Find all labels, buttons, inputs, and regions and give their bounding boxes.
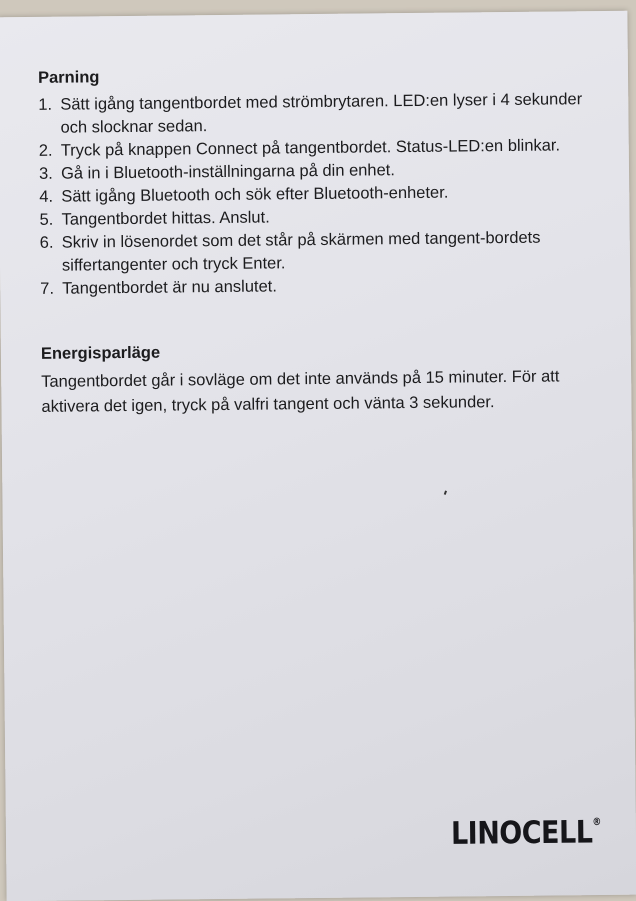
step-item: 1. Sätt igång tangentbordet med strömbrytaren. LED:en lyser i 4 sekunder och slocknar sedan. xyxy=(38,90,583,137)
energy-section xyxy=(41,339,602,420)
ink-speck xyxy=(444,490,447,494)
energy-text: Tangentbordet går i sovläge om det inte används på 15 minuter. För att aktivera det igen, tryck på valfri tangent och vänta 3 sekunder. xyxy=(41,367,560,416)
document-content xyxy=(38,63,602,420)
document-sheet xyxy=(0,11,636,901)
step-item: 3. Gå in i Bluetooth-inställningarna på din enhet. xyxy=(38,161,396,183)
brand-logo xyxy=(451,815,601,852)
step-text: Sätt igång tangentbordet med strömbrytaren. LED:en lyser i 4 sekunder och slocknar sedan. xyxy=(60,90,583,137)
pairing-steps xyxy=(38,88,600,301)
step-item: 2. Tryck på knappen Connect på tangentbordet. Status-LED:en blinkar. xyxy=(38,136,561,160)
step-text: Tryck på knappen Connect på tangentbordet. Status-LED:en blinkar. xyxy=(60,136,561,160)
step-text: Skriv in lösenordet som det står på skärmen med tangent-bordets siffertangenter och tryck Enter. xyxy=(61,228,541,275)
pairing-heading: Parning xyxy=(37,68,100,87)
brand-name: LINOCELL xyxy=(450,814,593,852)
energy-heading: Energisparläge xyxy=(40,343,161,363)
step-item: 4. Sätt igång Bluetooth och sök efter Bluetooth-enheter. xyxy=(39,183,449,206)
step-text: Sätt igång Bluetooth och sök efter Bluetooth-enheter. xyxy=(61,183,449,206)
registered-mark: ® xyxy=(592,817,601,829)
step-item: 5. Tangentbordet hittas. Anslut. xyxy=(39,208,270,229)
step-text: Tangentbordet är nu anslutet. xyxy=(62,277,277,298)
step-text: Tangentbordet hittas. Anslut. xyxy=(61,208,270,229)
step-item: 6. Skriv in lösenordet som det står på skärmen med tangent-bordets siffertangenter och tryck Enter. xyxy=(39,228,541,275)
step-text: Gå in i Bluetooth-inställningarna på din enhet. xyxy=(60,161,396,183)
step-item: 7. Tangentbordet är nu anslutet. xyxy=(40,277,277,298)
